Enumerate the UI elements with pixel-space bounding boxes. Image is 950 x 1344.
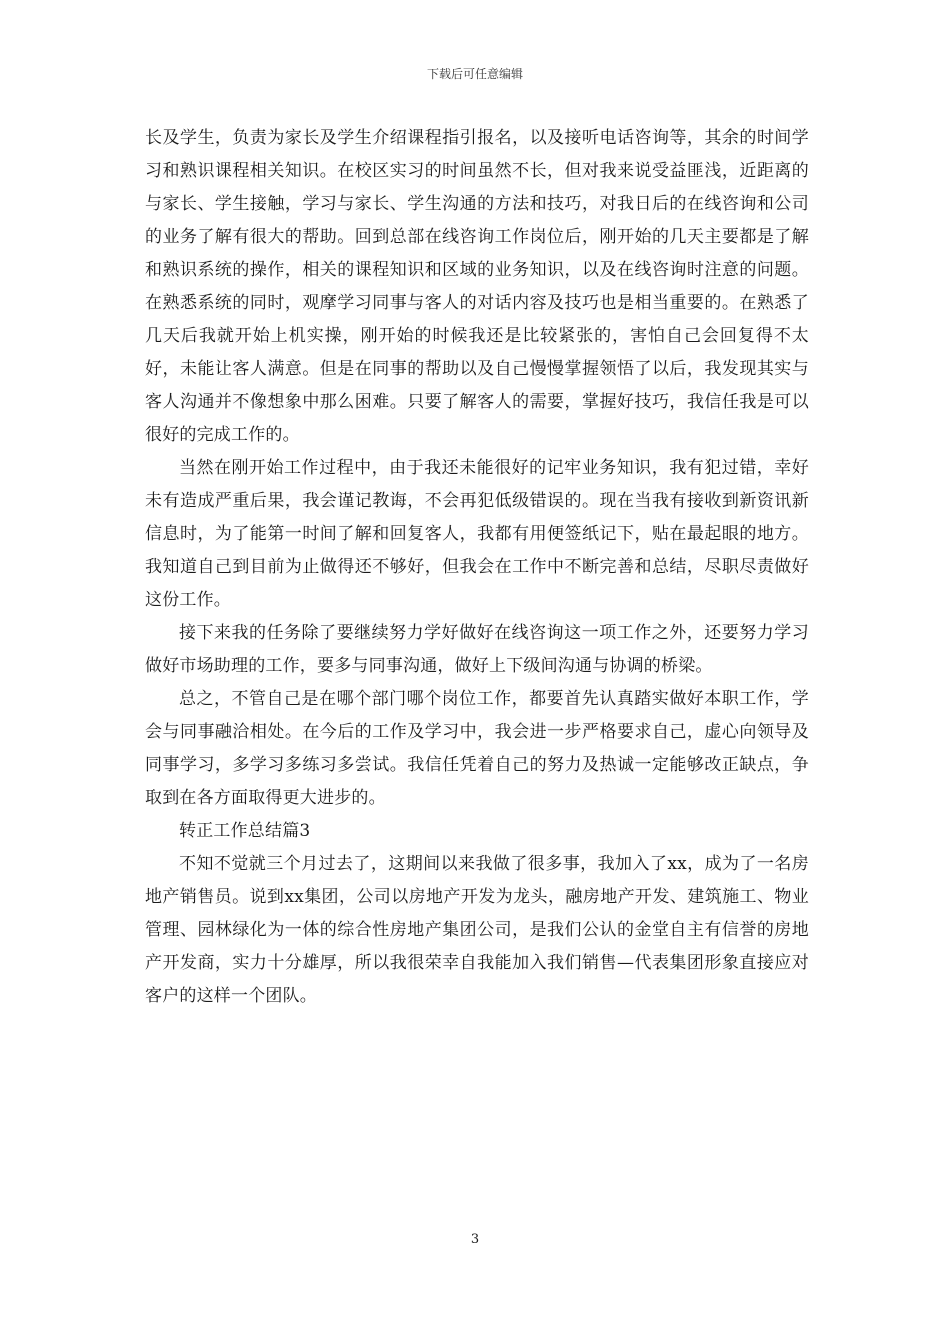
paragraph-4: 总之，不管自己是在哪个部门哪个岗位工作，都要首先认真踏实做好本职工作，学会与同事融洽相处。在今后的工作及学习中，我会进一步严格要求自己，虚心向领导及同事学习，多学习多练习多尝试。我信任凭着自己的努力及热诚一定能够改正缺点，争取到在各方面取得更大进步的。 [145, 689, 809, 808]
paragraph-1: 长及学生，负责为家长及学生介绍课程指引报名，以及接听电话咨询等，其余的时间学习和熟识课程相关知识。在校区实习的时间虽然不长，但对我来说受益匪浅，近距离的与家长、学生接触，学习与家长、学生沟通的方法和技巧，对我日后的在线咨询和公司的业务了解有很大的帮助。回到总部在线咨询工作岗位后，刚开始的几天主要都是了解和熟识系统的操作，相关的课程知识和区域的业务知识，以及在线咨询时注意的问题。在熟悉系统的同时，观摩学习同事与客人的对话内容及技巧也是相当重要的。在熟悉了几天后我就开始上机实操，刚开始的时候我还是比较紧张的，害怕自己会回复得不太好，未能让客人满意。但是在同事的帮助以及自己慢慢掌握领悟了以后，我发现其实与客人沟通并不像想象中那么困难。只要了解客人的需要，掌握好技巧，我信任我是可以很好的完成工作的。 [145, 128, 809, 445]
paragraph-5: 不知不觉就三个月过去了，这期间以来我做了很多事，我加入了xx，成为了一名房地产销售员。说到xx集团，公司以房地产开发为龙头，融房地产开发、建筑施工、物业管理、园林绿化为一体的综合性房地产集团公司，是我们公认的金堂自主有信誉的房地产开发商，实力十分雄厚，所以我很荣幸自我能加入我们销售—代表集团形象直接应对客户的这样一个团队。 [145, 854, 809, 1006]
section-heading: 转正工作总结篇3 [179, 821, 311, 841]
paragraph-3: 接下来我的任务除了要继续努力学好做好在线咨询这一项工作之外，还要努力学习做好市场助理的工作，要多与同事沟通，做好上下级间沟通与协调的桥梁。 [145, 623, 809, 676]
page-header: 下载后可任意编辑 [426, 67, 523, 81]
document-body [145, 122, 809, 1013]
paragraph-2: 当然在刚开始工作过程中，由于我还未能很好的记牢业务知识，我有犯过错，幸好未有造成严重后果，我会谨记教诲，不会再犯低级错误的。现在当我有接收到新资讯新信息时，为了能第一时间了解和回复客人，我都有用便签纸记下，贴在最起眼的地方。我知道自己到目前为止做得还不够好，但我会在工作中不断完善和总结，尽职尽责做好这份工作。 [145, 458, 809, 610]
page-number: 3 [470, 1232, 480, 1247]
